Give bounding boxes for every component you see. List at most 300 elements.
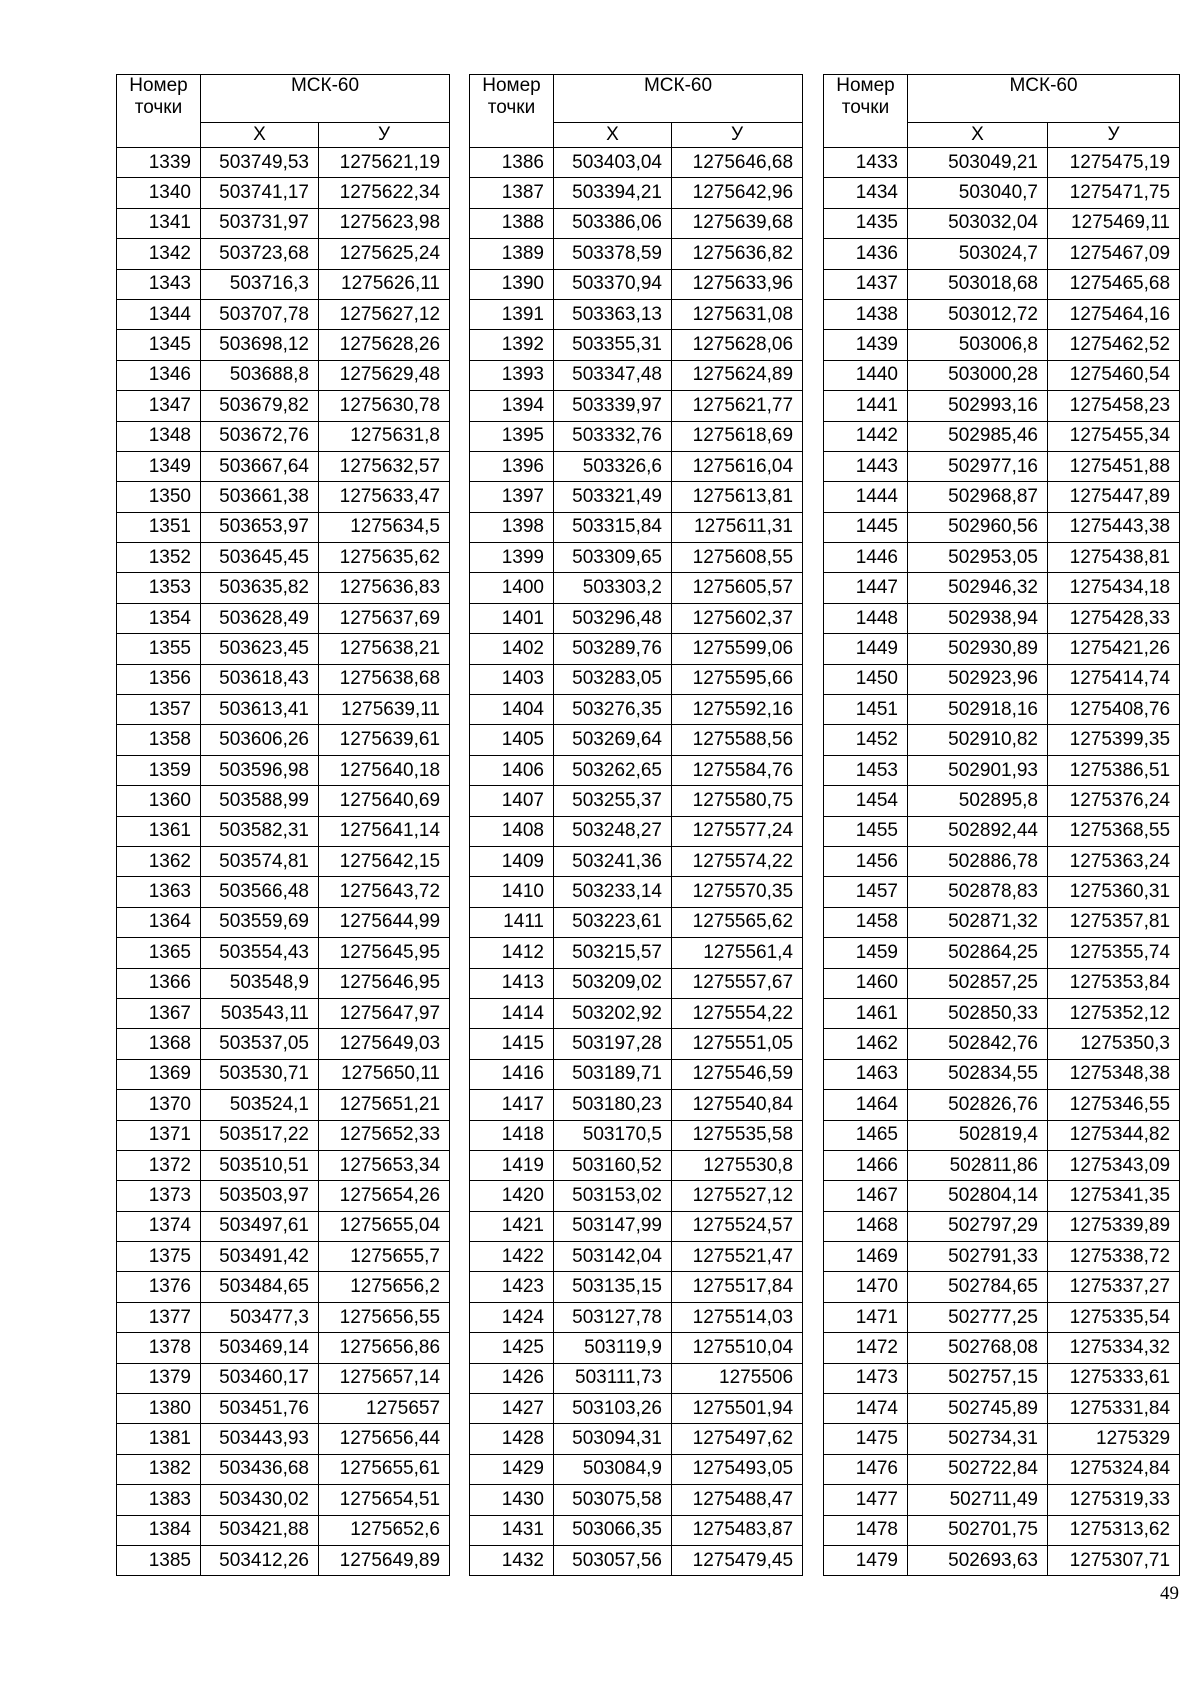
table-row xyxy=(117,938,450,968)
point-number-cell: 1430 xyxy=(470,1485,554,1515)
y-coordinate-cell: 1275352,12 xyxy=(1048,998,1180,1028)
table-body xyxy=(470,148,803,1576)
point-number-header: Номер точки xyxy=(824,75,908,148)
y-coordinate-cell: 1275656,44 xyxy=(319,1424,450,1454)
point-number-cell: 1464 xyxy=(824,1090,908,1120)
y-coordinate-cell: 1275337,27 xyxy=(1048,1272,1180,1302)
point-number-cell: 1434 xyxy=(824,178,908,208)
table-row xyxy=(824,360,1180,390)
y-coordinate-cell: 1275475,19 xyxy=(1048,148,1180,178)
y-coordinate-cell: 1275652,33 xyxy=(319,1120,450,1150)
x-coordinate-cell: 502784,65 xyxy=(908,1272,1048,1302)
point-number-cell: 1420 xyxy=(470,1181,554,1211)
x-coordinate-cell: 502886,78 xyxy=(908,846,1048,876)
point-number-cell: 1344 xyxy=(117,299,201,329)
y-coordinate-cell: 1275443,38 xyxy=(1048,512,1180,542)
y-coordinate-cell: 1275635,62 xyxy=(319,543,450,573)
table-row xyxy=(470,573,803,603)
table-row xyxy=(117,725,450,755)
table-row xyxy=(117,299,450,329)
point-number-cell: 1401 xyxy=(470,603,554,633)
point-number-cell: 1339 xyxy=(117,148,201,178)
x-coordinate-cell: 503613,41 xyxy=(201,695,319,725)
point-number-cell: 1386 xyxy=(470,148,554,178)
y-coordinate-cell: 1275353,84 xyxy=(1048,968,1180,998)
point-number-cell: 1389 xyxy=(470,239,554,269)
point-number-cell: 1415 xyxy=(470,1029,554,1059)
point-number-cell: 1469 xyxy=(824,1242,908,1272)
table-row xyxy=(824,755,1180,785)
y-coordinate-cell: 1275629,48 xyxy=(319,360,450,390)
y-coordinate-cell: 1275637,69 xyxy=(319,603,450,633)
y-coordinate-cell: 1275517,84 xyxy=(672,1272,803,1302)
y-coordinate-cell: 1275646,68 xyxy=(672,148,803,178)
point-number-cell: 1452 xyxy=(824,725,908,755)
y-coordinate-cell: 1275546,59 xyxy=(672,1059,803,1089)
y-coordinate-cell: 1275580,75 xyxy=(672,786,803,816)
point-number-cell: 1433 xyxy=(824,148,908,178)
point-number-cell: 1459 xyxy=(824,938,908,968)
point-number-cell: 1346 xyxy=(117,360,201,390)
x-coordinate-cell: 503517,22 xyxy=(201,1120,319,1150)
y-coordinate-cell: 1275618,69 xyxy=(672,421,803,451)
point-number-cell: 1343 xyxy=(117,269,201,299)
point-number-cell: 1353 xyxy=(117,573,201,603)
table-row xyxy=(470,998,803,1028)
x-coordinate-cell: 503326,6 xyxy=(554,451,672,481)
table-row xyxy=(117,1302,450,1332)
point-number-cell: 1379 xyxy=(117,1363,201,1393)
table-row xyxy=(824,907,1180,937)
coordinate-system-header: МСК-60 xyxy=(201,75,450,123)
table-row xyxy=(824,786,1180,816)
point-number-cell: 1385 xyxy=(117,1545,201,1575)
table-row xyxy=(117,512,450,542)
table-row xyxy=(117,208,450,238)
coordinates-table-3 xyxy=(823,74,1180,1576)
table-row xyxy=(117,755,450,785)
table-row xyxy=(824,1181,1180,1211)
table-row xyxy=(824,1211,1180,1241)
x-coordinate-cell: 503339,97 xyxy=(554,391,672,421)
y-coordinate-cell: 1275464,16 xyxy=(1048,299,1180,329)
x-coordinate-cell: 503386,06 xyxy=(554,208,672,238)
table-row xyxy=(470,816,803,846)
table-row xyxy=(824,1090,1180,1120)
y-coordinate-cell: 1275524,57 xyxy=(672,1211,803,1241)
x-coordinate-cell: 503723,68 xyxy=(201,239,319,269)
table-row xyxy=(470,1272,803,1302)
x-coordinate-cell: 503283,05 xyxy=(554,664,672,694)
x-coordinate-cell: 502768,08 xyxy=(908,1333,1048,1363)
x-coordinate-cell: 503103,26 xyxy=(554,1394,672,1424)
point-number-cell: 1429 xyxy=(470,1454,554,1484)
point-number-cell: 1399 xyxy=(470,543,554,573)
x-coordinate-cell: 503255,37 xyxy=(554,786,672,816)
x-coordinate-cell: 503127,78 xyxy=(554,1302,672,1332)
point-number-cell: 1347 xyxy=(117,391,201,421)
table-row xyxy=(824,178,1180,208)
y-coordinate-cell: 1275527,12 xyxy=(672,1181,803,1211)
x-coordinate-cell: 503135,15 xyxy=(554,1272,672,1302)
x-coordinate-cell: 503469,14 xyxy=(201,1333,319,1363)
y-coordinate-cell: 1275634,5 xyxy=(319,512,450,542)
point-number-cell: 1460 xyxy=(824,968,908,998)
x-coordinate-cell: 503618,43 xyxy=(201,664,319,694)
table-row xyxy=(117,968,450,998)
table-row xyxy=(117,1424,450,1454)
x-coordinate-cell: 503289,76 xyxy=(554,634,672,664)
x-coordinate-cell: 503012,72 xyxy=(908,299,1048,329)
table-row xyxy=(824,725,1180,755)
x-coordinate-cell: 503233,14 xyxy=(554,877,672,907)
x-coordinate-cell: 503153,02 xyxy=(554,1181,672,1211)
point-number-cell: 1364 xyxy=(117,907,201,937)
point-number-cell: 1447 xyxy=(824,573,908,603)
point-number-cell: 1442 xyxy=(824,421,908,451)
y-coordinate-cell: 1275530,8 xyxy=(672,1150,803,1180)
x-coordinate-cell: 503530,71 xyxy=(201,1059,319,1089)
table-row xyxy=(117,1363,450,1393)
y-coordinate-cell: 1275574,22 xyxy=(672,846,803,876)
y-coordinate-cell: 1275644,99 xyxy=(319,907,450,937)
x-coordinate-cell: 503276,35 xyxy=(554,695,672,725)
y-coordinate-cell: 1275483,87 xyxy=(672,1515,803,1545)
x-coordinate-cell: 502857,25 xyxy=(908,968,1048,998)
y-coordinate-cell: 1275341,35 xyxy=(1048,1181,1180,1211)
x-coordinate-cell: 503503,97 xyxy=(201,1181,319,1211)
y-coordinate-cell: 1275577,24 xyxy=(672,816,803,846)
y-column-header: У xyxy=(672,123,803,148)
x-coordinate-cell: 503574,81 xyxy=(201,846,319,876)
point-number-cell: 1375 xyxy=(117,1242,201,1272)
coordinate-system-header: МСК-60 xyxy=(554,75,803,123)
point-number-cell: 1392 xyxy=(470,330,554,360)
point-number-cell: 1424 xyxy=(470,1302,554,1332)
table-body xyxy=(824,148,1180,1576)
table-row xyxy=(470,299,803,329)
point-number-cell: 1400 xyxy=(470,573,554,603)
y-coordinate-cell: 1275399,35 xyxy=(1048,725,1180,755)
point-number-cell: 1360 xyxy=(117,786,201,816)
x-coordinate-cell: 502910,82 xyxy=(908,725,1048,755)
table-row xyxy=(824,1333,1180,1363)
y-coordinate-cell: 1275561,4 xyxy=(672,938,803,968)
y-coordinate-cell: 1275348,38 xyxy=(1048,1059,1180,1089)
x-coordinate-cell: 503628,49 xyxy=(201,603,319,633)
table-row xyxy=(470,1515,803,1545)
x-coordinate-cell: 503202,92 xyxy=(554,998,672,1028)
x-coordinate-cell: 502968,87 xyxy=(908,482,1048,512)
y-coordinate-cell: 1275633,47 xyxy=(319,482,450,512)
y-coordinate-cell: 1275319,33 xyxy=(1048,1485,1180,1515)
point-number-cell: 1478 xyxy=(824,1515,908,1545)
x-coordinate-cell: 503645,45 xyxy=(201,543,319,573)
x-column-header: X xyxy=(908,123,1048,148)
y-coordinate-cell: 1275638,21 xyxy=(319,634,450,664)
table-row xyxy=(117,634,450,664)
table-row xyxy=(824,1454,1180,1484)
table-row xyxy=(470,451,803,481)
point-number-cell: 1365 xyxy=(117,938,201,968)
x-coordinate-cell: 502834,55 xyxy=(908,1059,1048,1089)
table-row xyxy=(117,907,450,937)
table-row xyxy=(824,998,1180,1028)
point-number-cell: 1377 xyxy=(117,1302,201,1332)
x-coordinate-cell: 502871,32 xyxy=(908,907,1048,937)
table-row xyxy=(824,1485,1180,1515)
y-coordinate-cell: 1275324,84 xyxy=(1048,1454,1180,1484)
table-row xyxy=(824,208,1180,238)
point-number-cell: 1470 xyxy=(824,1272,908,1302)
point-number-cell: 1471 xyxy=(824,1302,908,1332)
x-coordinate-cell: 502901,93 xyxy=(908,755,1048,785)
table-row xyxy=(117,330,450,360)
x-coordinate-cell: 503707,78 xyxy=(201,299,319,329)
table-row xyxy=(470,1090,803,1120)
x-coordinate-cell: 502791,33 xyxy=(908,1242,1048,1272)
x-coordinate-cell: 503321,49 xyxy=(554,482,672,512)
table-row xyxy=(824,846,1180,876)
x-coordinate-cell: 503032,04 xyxy=(908,208,1048,238)
table-row xyxy=(117,421,450,451)
x-coordinate-cell: 503147,99 xyxy=(554,1211,672,1241)
table-row xyxy=(824,695,1180,725)
x-coordinate-cell: 502930,89 xyxy=(908,634,1048,664)
x-coordinate-cell: 502850,33 xyxy=(908,998,1048,1028)
x-coordinate-cell: 502953,05 xyxy=(908,543,1048,573)
y-coordinate-cell: 1275639,61 xyxy=(319,725,450,755)
point-number-cell: 1359 xyxy=(117,755,201,785)
x-coordinate-cell: 503672,76 xyxy=(201,421,319,451)
y-coordinate-cell: 1275640,18 xyxy=(319,755,450,785)
x-coordinate-cell: 503269,64 xyxy=(554,725,672,755)
point-number-cell: 1427 xyxy=(470,1394,554,1424)
table-row xyxy=(117,543,450,573)
y-coordinate-cell: 1275625,24 xyxy=(319,239,450,269)
point-number-cell: 1416 xyxy=(470,1059,554,1089)
x-coordinate-cell: 502826,76 xyxy=(908,1090,1048,1120)
y-coordinate-cell: 1275493,05 xyxy=(672,1454,803,1484)
x-coordinate-cell: 503543,11 xyxy=(201,998,319,1028)
y-coordinate-cell: 1275350,3 xyxy=(1048,1029,1180,1059)
point-number-cell: 1381 xyxy=(117,1424,201,1454)
point-number-cell: 1448 xyxy=(824,603,908,633)
table-row xyxy=(117,998,450,1028)
y-coordinate-cell: 1275621,77 xyxy=(672,391,803,421)
table-row xyxy=(824,664,1180,694)
table-row xyxy=(470,846,803,876)
table-row xyxy=(824,421,1180,451)
table-row xyxy=(470,907,803,937)
point-number-cell: 1388 xyxy=(470,208,554,238)
point-number-cell: 1428 xyxy=(470,1424,554,1454)
table-row xyxy=(470,1242,803,1272)
x-coordinate-cell: 502960,56 xyxy=(908,512,1048,542)
x-coordinate-cell: 503679,82 xyxy=(201,391,319,421)
point-number-cell: 1432 xyxy=(470,1545,554,1575)
y-coordinate-cell: 1275656,55 xyxy=(319,1302,450,1332)
y-coordinate-cell: 1275652,6 xyxy=(319,1515,450,1545)
point-number-cell: 1396 xyxy=(470,451,554,481)
point-number-cell: 1371 xyxy=(117,1120,201,1150)
table-row xyxy=(117,1515,450,1545)
x-coordinate-cell: 503537,05 xyxy=(201,1029,319,1059)
point-number-cell: 1468 xyxy=(824,1211,908,1241)
point-number-cell: 1345 xyxy=(117,330,201,360)
x-coordinate-cell: 503460,17 xyxy=(201,1363,319,1393)
point-number-cell: 1423 xyxy=(470,1272,554,1302)
table-row xyxy=(824,1272,1180,1302)
x-coordinate-cell: 503142,04 xyxy=(554,1242,672,1272)
point-number-cell: 1419 xyxy=(470,1150,554,1180)
point-number-cell: 1391 xyxy=(470,299,554,329)
x-column-header: X xyxy=(201,123,319,148)
table-row xyxy=(470,1059,803,1089)
x-coordinate-cell: 503347,48 xyxy=(554,360,672,390)
table-row xyxy=(470,1394,803,1424)
table-row xyxy=(824,1394,1180,1424)
table-row xyxy=(824,451,1180,481)
point-number-cell: 1444 xyxy=(824,482,908,512)
x-column-header: X xyxy=(554,123,672,148)
point-number-cell: 1383 xyxy=(117,1485,201,1515)
table-row xyxy=(824,1545,1180,1575)
table-row xyxy=(824,391,1180,421)
point-number-cell: 1445 xyxy=(824,512,908,542)
x-coordinate-cell: 502811,86 xyxy=(908,1150,1048,1180)
table-row xyxy=(824,968,1180,998)
table-row xyxy=(470,1029,803,1059)
x-coordinate-cell: 503000,28 xyxy=(908,360,1048,390)
y-coordinate-cell: 1275471,75 xyxy=(1048,178,1180,208)
table-row xyxy=(824,482,1180,512)
y-coordinate-cell: 1275639,11 xyxy=(319,695,450,725)
x-coordinate-cell: 503698,12 xyxy=(201,330,319,360)
point-number-cell: 1407 xyxy=(470,786,554,816)
x-coordinate-cell: 502864,25 xyxy=(908,938,1048,968)
point-number-cell: 1387 xyxy=(470,178,554,208)
y-coordinate-cell: 1275645,95 xyxy=(319,938,450,968)
x-coordinate-cell: 503566,48 xyxy=(201,877,319,907)
point-number-cell: 1440 xyxy=(824,360,908,390)
y-coordinate-cell: 1275649,89 xyxy=(319,1545,450,1575)
x-coordinate-cell: 503510,51 xyxy=(201,1150,319,1180)
x-coordinate-cell: 502722,84 xyxy=(908,1454,1048,1484)
y-coordinate-cell: 1275655,7 xyxy=(319,1242,450,1272)
y-coordinate-cell: 1275622,34 xyxy=(319,178,450,208)
table-row xyxy=(824,299,1180,329)
y-coordinate-cell: 1275627,12 xyxy=(319,299,450,329)
coordinate-system-header: МСК-60 xyxy=(908,75,1180,123)
y-coordinate-cell: 1275386,51 xyxy=(1048,755,1180,785)
point-number-cell: 1435 xyxy=(824,208,908,238)
table-row xyxy=(117,1120,450,1150)
y-coordinate-cell: 1275357,81 xyxy=(1048,907,1180,937)
y-coordinate-cell: 1275654,26 xyxy=(319,1181,450,1211)
x-coordinate-cell: 503309,65 xyxy=(554,543,672,573)
table-row xyxy=(824,573,1180,603)
point-number-cell: 1425 xyxy=(470,1333,554,1363)
point-number-header: Номер точки xyxy=(117,75,201,148)
y-coordinate-cell: 1275628,26 xyxy=(319,330,450,360)
y-coordinate-cell: 1275646,95 xyxy=(319,968,450,998)
y-coordinate-cell: 1275458,23 xyxy=(1048,391,1180,421)
point-number-cell: 1409 xyxy=(470,846,554,876)
point-number-cell: 1443 xyxy=(824,451,908,481)
table-row xyxy=(470,968,803,998)
y-coordinate-cell: 1275624,89 xyxy=(672,360,803,390)
point-number-cell: 1453 xyxy=(824,755,908,785)
y-coordinate-cell: 1275613,81 xyxy=(672,482,803,512)
x-coordinate-cell: 503189,71 xyxy=(554,1059,672,1089)
table-row xyxy=(117,1394,450,1424)
y-coordinate-cell: 1275307,71 xyxy=(1048,1545,1180,1575)
x-coordinate-cell: 502923,96 xyxy=(908,664,1048,694)
y-coordinate-cell: 1275654,51 xyxy=(319,1485,450,1515)
table-row xyxy=(117,269,450,299)
point-number-cell: 1398 xyxy=(470,512,554,542)
x-coordinate-cell: 503040,7 xyxy=(908,178,1048,208)
point-number-cell: 1405 xyxy=(470,725,554,755)
table-row xyxy=(117,1150,450,1180)
x-coordinate-cell: 502711,49 xyxy=(908,1485,1048,1515)
y-coordinate-cell: 1275421,26 xyxy=(1048,634,1180,664)
y-coordinate-cell: 1275588,56 xyxy=(672,725,803,755)
table-row xyxy=(824,1302,1180,1332)
x-coordinate-cell: 503412,26 xyxy=(201,1545,319,1575)
table-row xyxy=(117,846,450,876)
table-row xyxy=(117,1090,450,1120)
table-row xyxy=(824,543,1180,573)
table-row xyxy=(117,1059,450,1089)
x-coordinate-cell: 502892,44 xyxy=(908,816,1048,846)
y-coordinate-cell: 1275506 xyxy=(672,1363,803,1393)
table-row xyxy=(117,1333,450,1363)
y-coordinate-cell: 1275363,24 xyxy=(1048,846,1180,876)
x-coordinate-cell: 503315,84 xyxy=(554,512,672,542)
page-number: 49 xyxy=(1160,1583,1179,1604)
y-coordinate-cell: 1275447,89 xyxy=(1048,482,1180,512)
x-coordinate-cell: 503215,57 xyxy=(554,938,672,968)
x-coordinate-cell: 503635,82 xyxy=(201,573,319,603)
point-number-cell: 1422 xyxy=(470,1242,554,1272)
table-row xyxy=(470,1181,803,1211)
point-number-cell: 1373 xyxy=(117,1181,201,1211)
point-number-cell: 1369 xyxy=(117,1059,201,1089)
table-row xyxy=(117,1272,450,1302)
x-coordinate-cell: 503524,1 xyxy=(201,1090,319,1120)
y-coordinate-cell: 1275557,67 xyxy=(672,968,803,998)
table-row xyxy=(117,877,450,907)
x-coordinate-cell: 502745,89 xyxy=(908,1394,1048,1424)
point-number-cell: 1454 xyxy=(824,786,908,816)
y-coordinate-cell: 1275469,11 xyxy=(1048,208,1180,238)
point-number-cell: 1465 xyxy=(824,1120,908,1150)
x-coordinate-cell: 502895,8 xyxy=(908,786,1048,816)
table-row xyxy=(117,695,450,725)
x-coordinate-cell: 503596,98 xyxy=(201,755,319,785)
y-coordinate-cell: 1275428,33 xyxy=(1048,603,1180,633)
point-number-cell: 1446 xyxy=(824,543,908,573)
x-coordinate-cell: 503197,28 xyxy=(554,1029,672,1059)
y-coordinate-cell: 1275497,62 xyxy=(672,1424,803,1454)
point-number-cell: 1450 xyxy=(824,664,908,694)
y-coordinate-cell: 1275608,55 xyxy=(672,543,803,573)
point-number-cell: 1412 xyxy=(470,938,554,968)
table-row xyxy=(470,634,803,664)
point-number-cell: 1473 xyxy=(824,1363,908,1393)
